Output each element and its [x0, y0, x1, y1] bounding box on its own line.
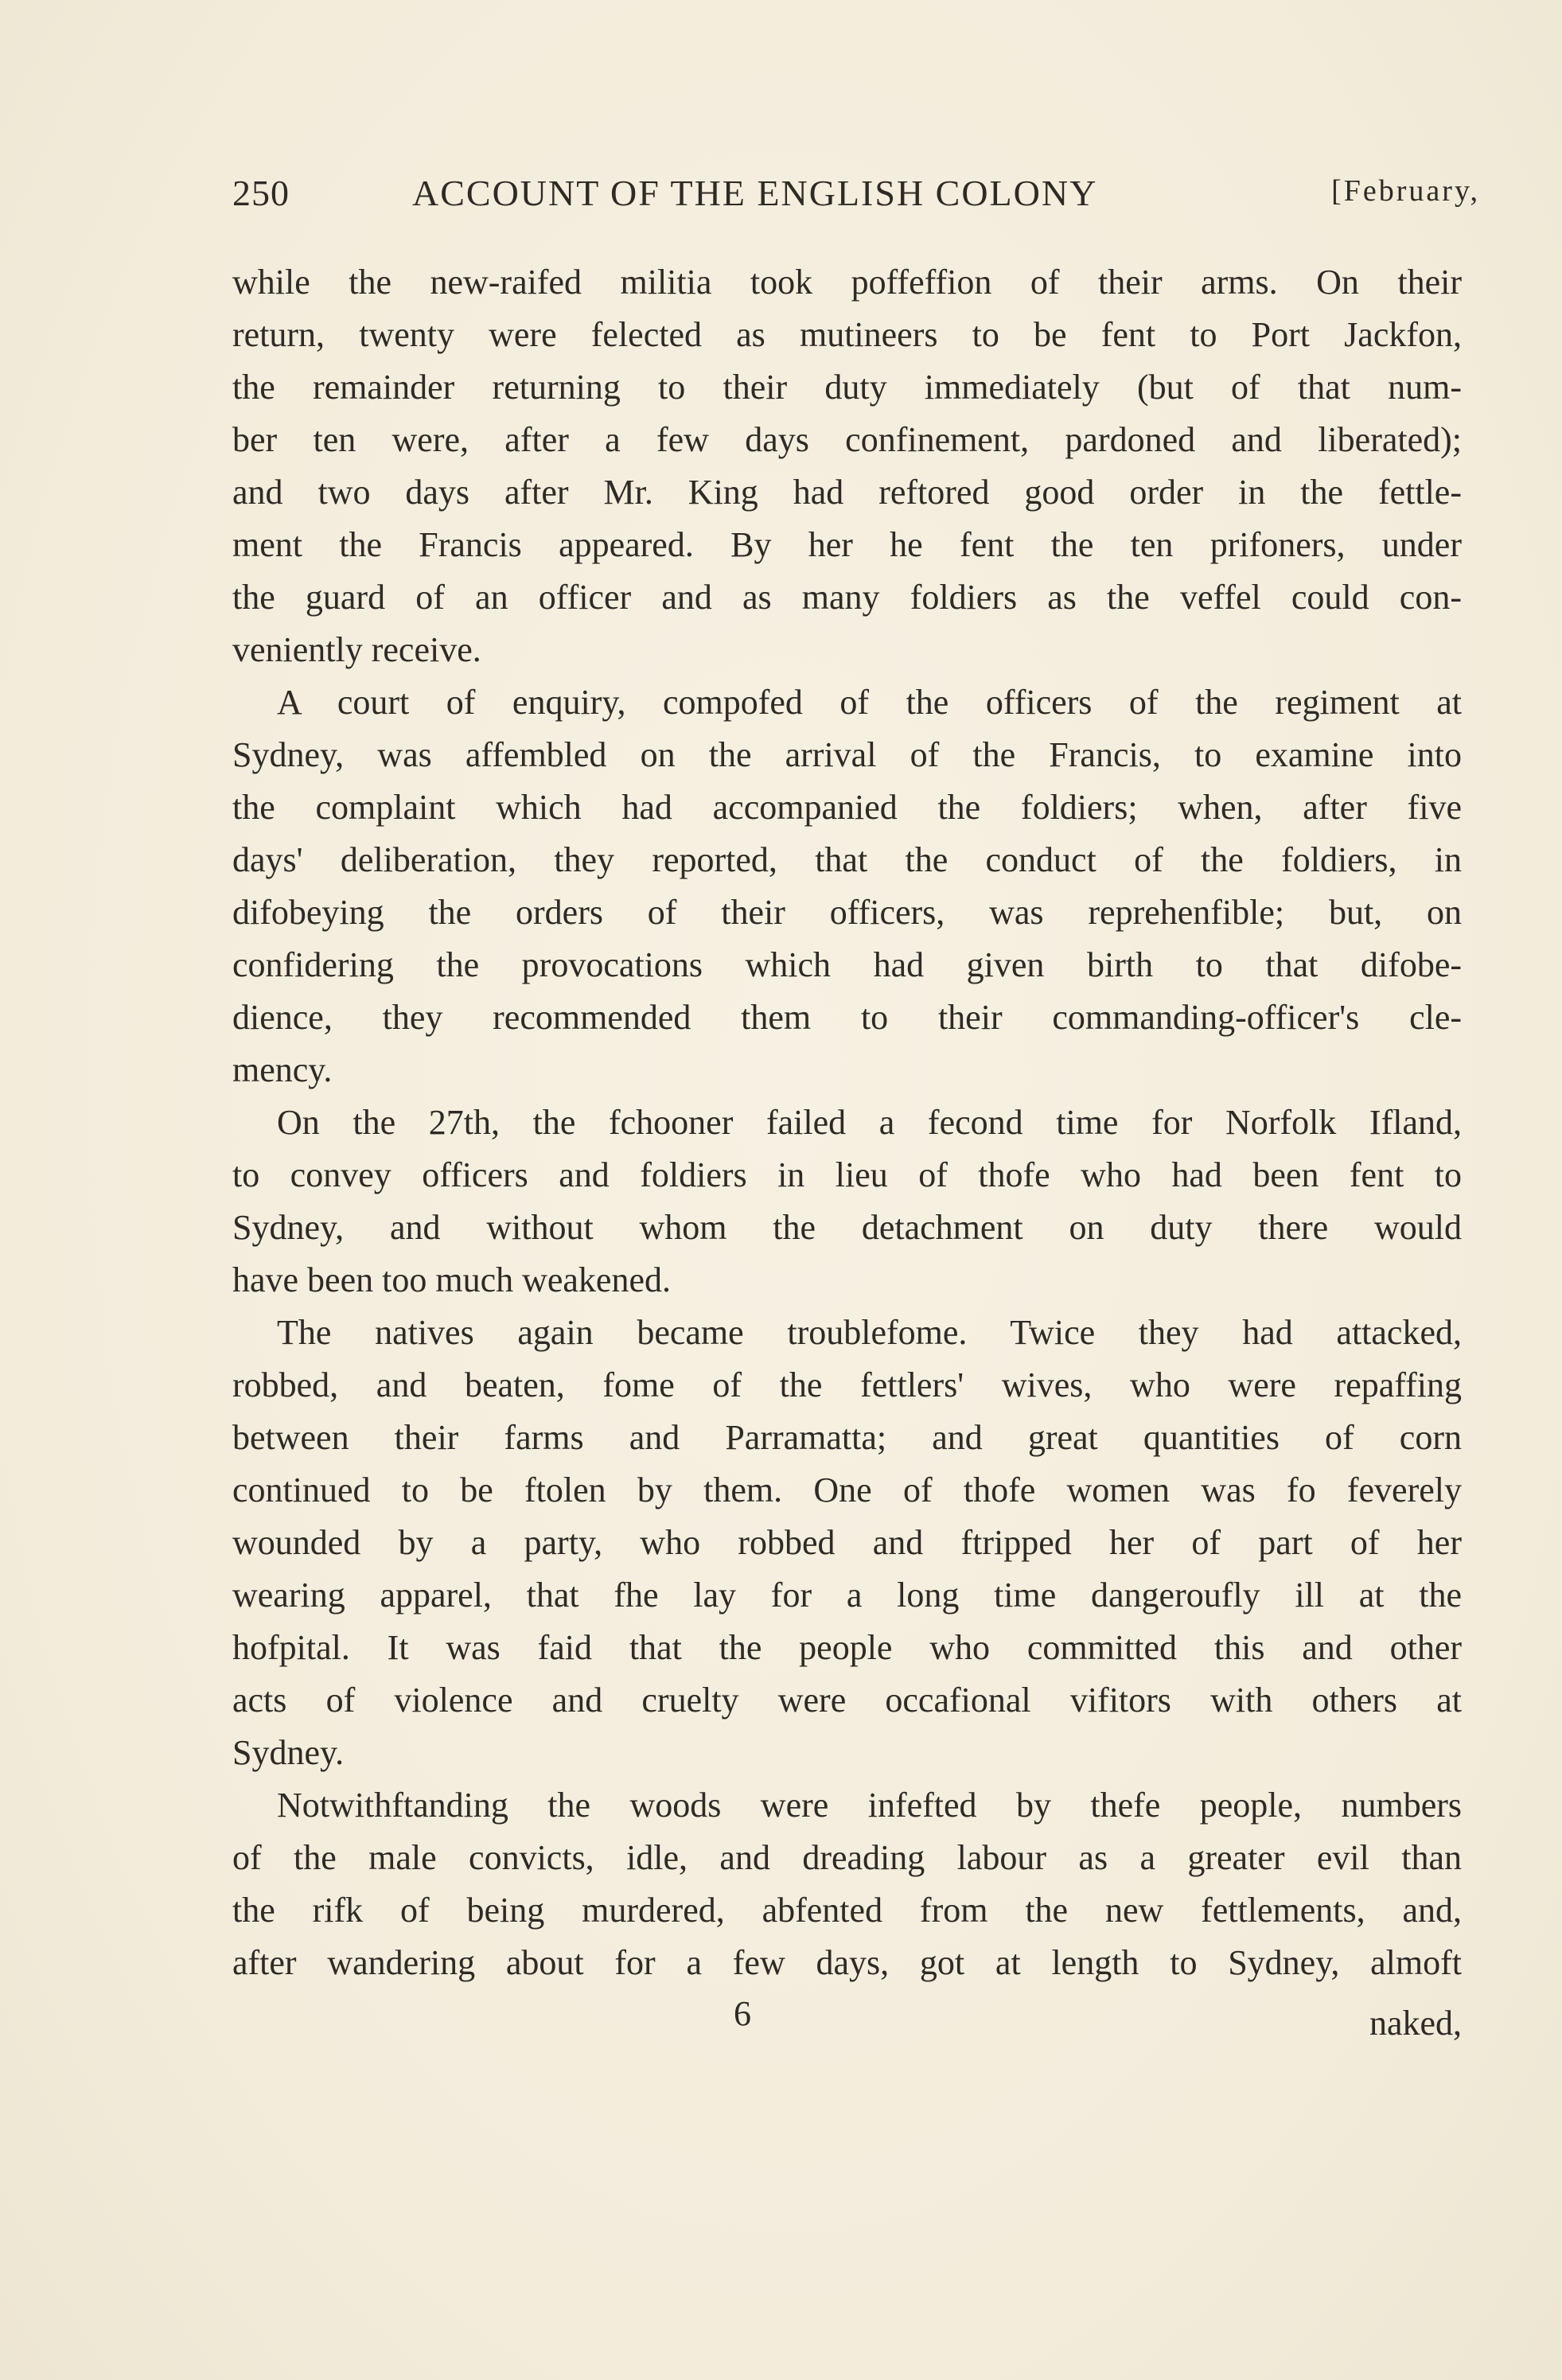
text-line: Sydney, and without whom the detachment on duty there would [232, 1208, 1462, 1247]
running-title: ACCOUNT OF THE ENGLISH COLONY [412, 173, 1098, 213]
catchword: naked, [1369, 2004, 1462, 2043]
text-line: The natives again became troublefome. Twice they had attacked, [277, 1313, 1462, 1352]
text-line: to convey officers and foldiers in lieu of thofe who had been fent to [232, 1155, 1462, 1194]
text-line: wounded by a party, who robbed and ftripped her of part of her [232, 1523, 1462, 1562]
text-line: Sydney. [232, 1733, 345, 1772]
text-line: of the male convicts, idle, and dreading labour as a greater evil than [232, 1838, 1462, 1877]
text-line: between their farms and Parramatta; and great quantities of corn [232, 1418, 1462, 1457]
running-header [232, 172, 1480, 228]
text-line: wearing apparel, that fhe lay for a long time dangeroufly ill at the [232, 1576, 1462, 1615]
text-line: dience, they recommended them to their commanding-officer's cle- [232, 998, 1462, 1037]
text-line: veniently receive. [232, 630, 481, 669]
text-line: difobeying the orders of their officers, was reprehenfible; but, on [232, 893, 1462, 932]
text-line: the remainder returning to their duty immediately (but of that num- [232, 368, 1462, 407]
signature-mark: 6 [734, 1994, 751, 2033]
text-line: acts of violence and cruelty were occafional vifitors with others at [232, 1681, 1462, 1720]
text-line: the guard of an officer and as many foldiers as the veffel could con- [232, 578, 1462, 617]
body-text [232, 256, 1462, 1989]
text-line: hofpital. It was faid that the people who committed this and other [232, 1628, 1462, 1667]
text-line: ber ten were, after a few days confinement, pardoned and liberated); [232, 420, 1462, 459]
text-line: have been too much weakened. [232, 1260, 671, 1299]
text-line: continued to be ftolen by them. One of thofe women was fo feverely [232, 1470, 1462, 1509]
text-line: the rifk of being murdered, abfented from the new fettlements, and, [232, 1891, 1462, 1930]
text-line: ment the Francis appeared. By her he fent the ten prifoners, under [232, 525, 1462, 564]
text-line: days' deliberation, they reported, that the conduct of the foldiers, in [232, 840, 1462, 879]
text-line: A court of enquiry, compofed of the officers of the regiment at [277, 683, 1462, 722]
text-line: Sydney, was affembled on the arrival of the Francis, to examine into [232, 735, 1462, 774]
text-line: after wandering about for a few days, got at length to Sydney, almoft [232, 1943, 1462, 1982]
text-line: return, twenty were felected as mutineers to be fent to Port Jackfon, [232, 315, 1462, 354]
running-month: [February, [1331, 174, 1480, 208]
text-line: robbed, and beaten, fome of the fettlers' wives, who were repaffing [232, 1365, 1462, 1404]
text-line: On the 27th, the fchooner failed a fecond time for Norfolk Ifland, [277, 1103, 1462, 1142]
text-line: Notwithftanding the woods were infefted by thefe people, numbers [277, 1786, 1462, 1825]
text-line: the complaint which had accompanied the foldiers; when, after five [232, 788, 1462, 827]
text-line: while the new-raifed militia took poffeffion of their arms. On their [232, 263, 1462, 302]
text-line: confidering the provocations which had given birth to that difobe- [232, 945, 1462, 984]
page-number: 250 [232, 173, 290, 213]
page-footer [232, 1993, 1462, 2049]
text-line: mency. [232, 1050, 333, 1089]
text-line: and two days after Mr. King had reftored good order in the fettle- [232, 473, 1462, 512]
